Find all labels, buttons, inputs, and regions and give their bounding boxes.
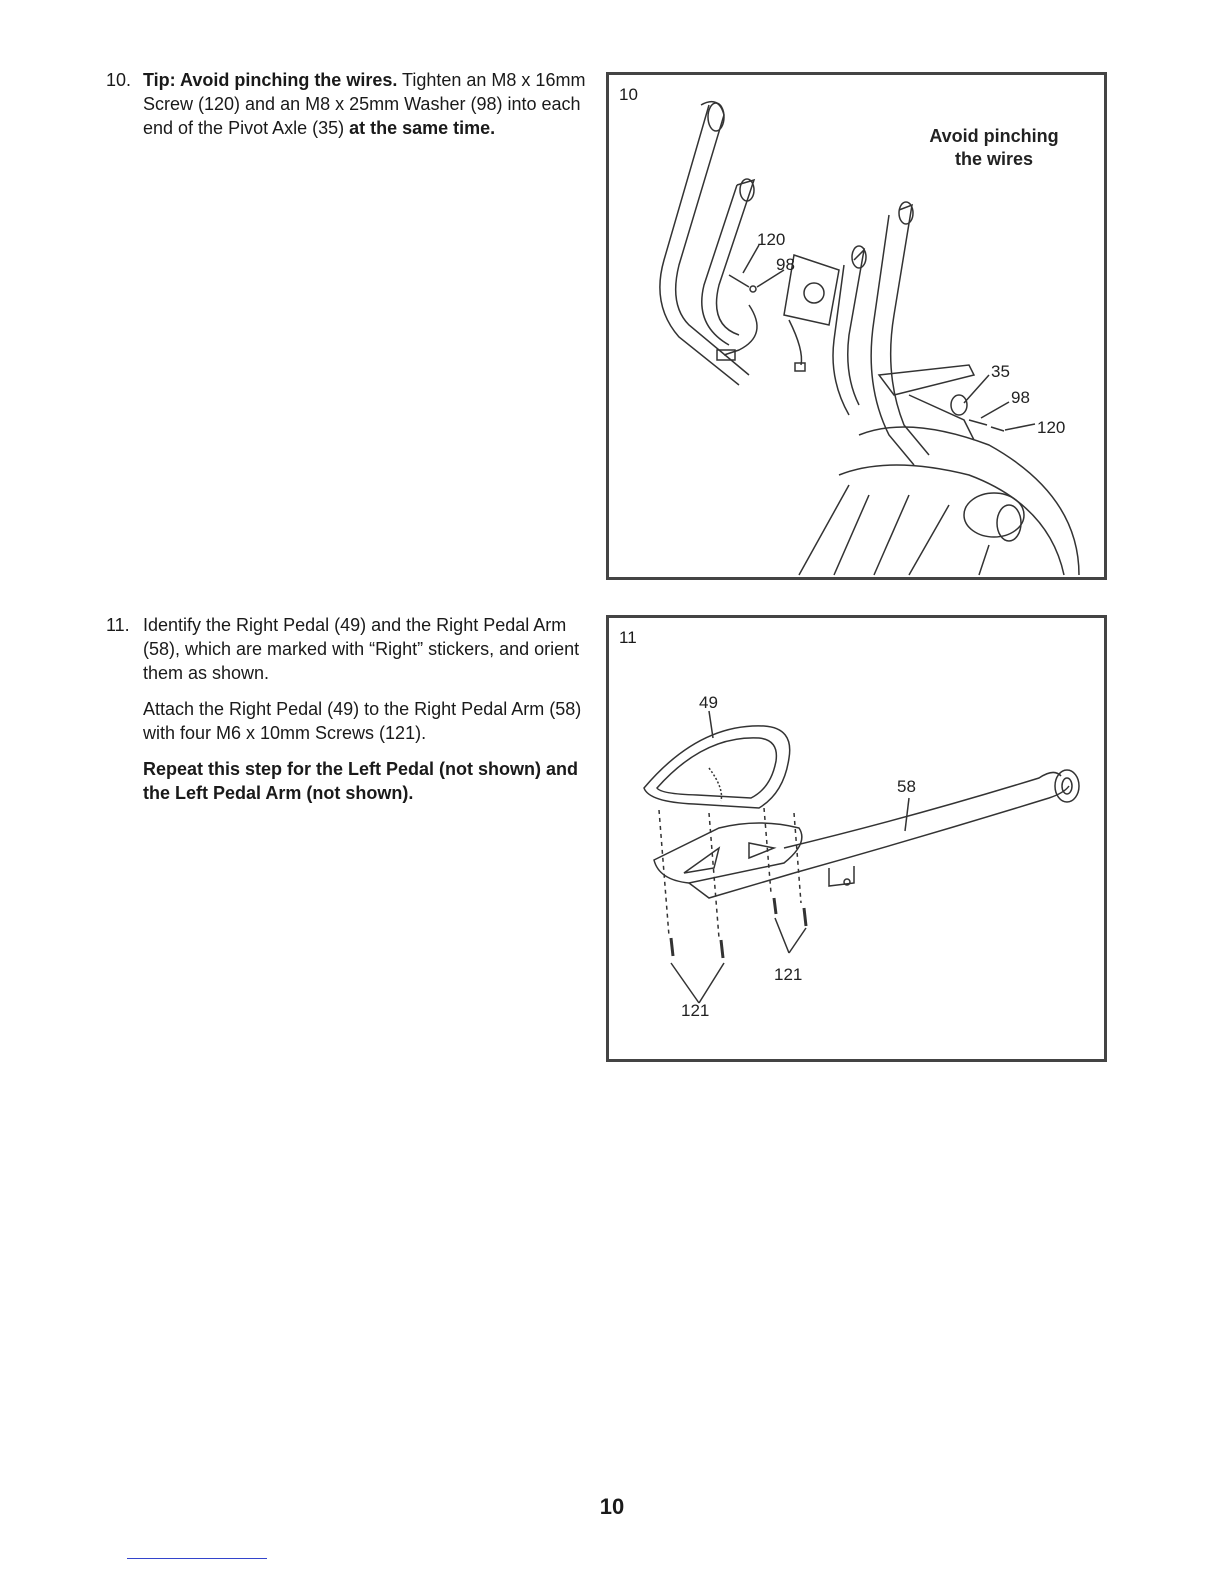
footer-divider <box>127 1558 267 1559</box>
figure-10-illustration <box>609 75 1104 577</box>
figure-11-callout-49: 49 <box>699 693 718 712</box>
step-10-text <box>143 68 586 140</box>
step-10-number: 10. <box>106 70 132 90</box>
figure-11-callout-121-right: 121 <box>774 965 803 984</box>
figure-11-callout-58: 58 <box>897 777 916 796</box>
figure-11-callout-121-left: 121 <box>681 1001 710 1020</box>
step-11-para-attach: Attach the Right Pedal (49) to the Right Pedal Arm (58) with four M6 x 10mm Screws (121). <box>143 699 582 743</box>
step-11-repeat-note: Repeat this step for the Left Pedal (not shown) and the Left Pedal Arm (not shown). <box>143 759 579 803</box>
step-11-number: 11. <box>106 615 130 635</box>
figure-10 <box>606 72 1107 580</box>
figure-10-label: 10 <box>619 85 638 104</box>
figure-10-callout-120-top: 120 <box>757 230 786 249</box>
figure-10-callout-98-top: 98 <box>776 255 795 274</box>
step-11-para-repeat <box>143 757 586 805</box>
step-10-tip: Tip: Avoid pinching the wires. <box>143 70 398 90</box>
figure-10-warning-line1: Avoid pinching <box>929 126 1059 146</box>
step-10 <box>106 68 586 152</box>
page-number: 10 <box>599 1494 625 1519</box>
figure-11 <box>606 615 1107 1062</box>
figure-10-callout-120-right: 120 <box>1037 418 1066 437</box>
step-10-emphasis: at the same time. <box>349 118 496 138</box>
figure-10-warning-line2: the wires <box>954 149 1034 169</box>
figure-11-illustration <box>609 618 1104 1059</box>
figure-11-label: 11 <box>619 628 637 647</box>
step-11-para-identify: Identify the Right Pedal (49) and the Right Pedal Arm (58), which are marked with “Right” stickers, and orient them as shown. <box>143 615 580 683</box>
figure-10-callout-35: 35 <box>991 362 1010 381</box>
step-11 <box>106 613 586 817</box>
figure-10-callout-98-right: 98 <box>1011 388 1030 407</box>
step-10-instructions: Tighten an M8 x 16mm Screw (120) and an M8 x 25mm Washer (98) into each end of the Pivot Axle (35) <box>143 70 586 138</box>
